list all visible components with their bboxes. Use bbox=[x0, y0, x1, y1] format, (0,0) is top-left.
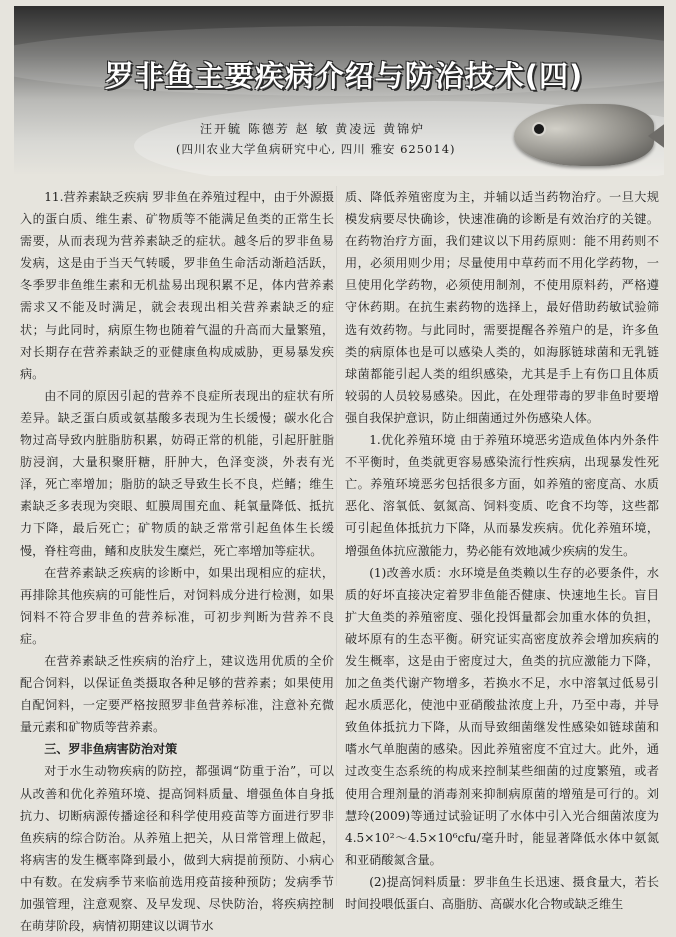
left-column bbox=[20, 186, 334, 937]
fish-tail-icon bbox=[648, 114, 664, 158]
fish-eye-icon bbox=[532, 122, 546, 136]
column-gutter bbox=[336, 186, 337, 886]
body-paragraph: (1)改善水质：水环境是鱼类赖以生存的必要条件，水质的好坏直接决定着罗非鱼能否健康、快速地生长。盲目扩大鱼类的养殖密度、强化投饵量都会加重水体的负担，破坏原有的生态平衡。研究证实高密度放养会增加疾病的发生概率，这是由于密度过大，鱼类的抗应激能力下降，加之鱼类代谢产物增多，若换水不足，水中溶氧过低易引起水质恶化，使池中亚硝酸盐浓度上升，乃至中毒，并导致鱼体抵抗力下降，从而导致细菌继发性感染如链球菌和嗜水气单胞菌的感染。因此养殖密度不宜过大。此外，通过改变生态系统的构成来控制某些细菌的过度繁殖，或者使用合理剂量的消毒剂来抑制病原菌的增殖是可行的。刘慧玲(2009)等通过试验证明了水体中引入光合细菌浓度为4.5×10²～4.5×10⁶cfu/毫升时，能显著降低水体中氨氮和亚硝酸氮含量。 bbox=[345, 565, 659, 867]
right-column bbox=[345, 186, 659, 915]
body-paragraph: 由不同的原因引起的营养不良症所表现出的症状有所差异。缺乏蛋白质或氨基酸多表现为生长缓慢；碳水化合物过高导致内脏脂肪积累，妨碍正常的机能，引起肝脏脂肪浸润，大量积聚肝糖，肝肿大，色泽变淡，外表有光泽，死亡率增加；脂肪的缺乏导致生长不良，烂鳍；维生素缺乏多表现为突眼、虹膜周围充血、耗氧量降低、抵抗力下降，最后死亡；矿物质的缺乏常常引起鱼体生长缓慢，脊柱弯曲，鳍和皮肤发生糜烂，死亡率增加等症状。 bbox=[20, 388, 334, 558]
body-paragraph: 在营养素缺乏性疾病的治疗上，建议选用优质的全价配合饲料，以保证鱼类摄取各种足够的营养素；如果使用自配饲料，一定要严格按照罗非鱼营养标准，注意补充微量元素和矿物质等营养素。 bbox=[20, 653, 334, 735]
body-paragraph: 11.营养素缺乏疾病 罗非鱼在养殖过程中，由于外源摄入的蛋白质、维生素、矿物质等不能满足鱼类的正常生长需要，从而表现为营养素缺乏的症状。越冬后的罗非鱼易发病，这是由于当天气转暖，罗非鱼生命活动渐趋活跃，冬季罗非鱼维生素和无机盐易出现积累不足，体内营养素需求又不能及时满足，就会表现出相关营养素缺乏的症状；与此同时，病原生物也随着气温的升高而大量繁殖，对长期存在营养素缺乏的亚健康鱼构成威胁，更易暴发疾病。 bbox=[20, 190, 334, 381]
body-paragraph: 在营养素缺乏疾病的诊断中，如果出现相应的症状，再排除其他疾病的可能性后，对饲料成分进行检测，如果饲料不符合罗非鱼的营养标准，可初步判断为营养不良症。 bbox=[20, 565, 334, 646]
section-heading: 三、罗非鱼病害防治对策 bbox=[44, 742, 178, 757]
body-paragraph: (2)提高饲料质量：罗非鱼生长迅速、摄食量大，若长时间投喂低蛋白、高脂肪、高碳水化合物或缺乏维生 bbox=[345, 874, 659, 911]
body-paragraph: 质、降低养殖密度为主，并辅以适当药物治疗。一旦大规模发病要尽快确诊，快速准确的诊断是有效治疗的关键。在药物治疗方面，我们建议以下用药原则：能不用药则不用，必须用则少用；尽量使用中草药而不用化学药物，一旦使用化学药物，必须使用制剂，不使用原料药，严格遵守休药期。在抗生素药物的选择上，最好借助药敏试验筛选有效药物。与此同时，需要提醒各养殖户的是，许多鱼类的病原体也是可以感染人类的，如海豚链球菌和无乳链球菌都能引起人类的组织感染，尤其是手上有伤口且体质较弱的人员较易感染。因此，在处理带毒的罗非鱼时要增强自我保护意识，防止细菌通过外伤感染人体。 bbox=[345, 190, 659, 425]
article-authors: 汪开毓 陈德芳 赵 敏 黄凌远 黄锦炉 bbox=[200, 122, 426, 136]
article-affiliation: (四川农业大学鱼病研究中心, 四川 雅安 625014) bbox=[176, 142, 456, 156]
body-paragraph: 对于水生动物疾病的防控，都强调“防重于治”，可以从改善和优化养殖环境、提高饲料质量、增强鱼体自身抵抗力、切断病源传播途径和科学使用疫苗等方面进行罗非鱼疾病的综合防治。从养殖上把关，从日常管理上做起，将病害的发生概率降到最小，做到大病提前预防、小病心中有数。在发病季节来临前选用疫苗接种预防；发病季节加强管理，注意观察、及早发现、尽快防治，将疾病控制在萌芽阶段，病情初期建议以调节水 bbox=[20, 764, 334, 934]
article-title: 罗非鱼主要疾病介绍与防治技术(四) bbox=[104, 59, 584, 93]
body-paragraph: 1.优化养殖环境 由于养殖环境恶劣造成鱼体内外条件不平衡时，鱼类就更容易感染流行性疾病，出现暴发性死亡。养殖环境恶劣包括很多方面，如养殖的密度高、水质恶化、溶氧低、氨氮高、饲料变质、吃食不均等，这些都可引起鱼体抵抗力下降，从而暴发疾病。优化养殖环境，增强鱼体抗应激能力，势必能有效地减少疾病的发生。 bbox=[345, 433, 659, 558]
